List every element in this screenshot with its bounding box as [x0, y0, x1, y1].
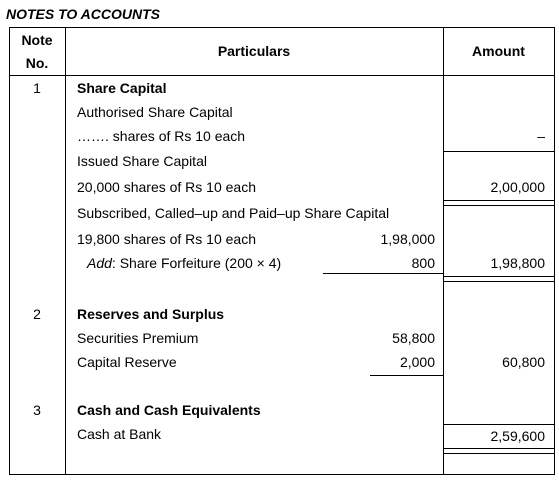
column-divider-note [65, 27, 66, 475]
note-number: 1 [33, 80, 41, 96]
amount-rule [443, 453, 554, 454]
header-note: Note [21, 32, 53, 48]
amount-rule [443, 448, 554, 449]
amount-value: 60,800 [502, 354, 545, 370]
header-particulars: Particulars [217, 43, 291, 59]
note-heading: Reserves and Surplus [77, 306, 225, 322]
table-right-border [554, 27, 555, 475]
note-number: 2 [33, 306, 41, 322]
forfeiture-label: : Share Forfeiture (200 × 4) [111, 255, 282, 271]
add-label: Add [87, 255, 112, 271]
amount-rule [443, 200, 554, 201]
line-label: ……. shares of Rs 10 each [77, 128, 246, 144]
header-no: No. [25, 55, 49, 71]
amount-value: 1,98,800 [490, 255, 545, 271]
inner-value: 800 [411, 255, 435, 271]
amount-rule [443, 276, 554, 277]
amount-rule [443, 424, 554, 425]
inner-rule [370, 375, 443, 376]
line-label: 20,000 shares of Rs 10 each [77, 179, 257, 195]
note-heading: Cash and Cash Equivalents [77, 402, 261, 418]
amount-rule [443, 281, 554, 282]
amount-value: – [537, 128, 545, 144]
line-label: Issued Share Capital [77, 153, 207, 169]
table-bottom-border [9, 474, 554, 475]
line-label: Subscribed, Called–up and Paid–up Share Capital [77, 205, 390, 221]
line-label: Cash at Bank [77, 426, 162, 442]
line-label: Capital Reserve [77, 354, 177, 370]
amount-value: 2,00,000 [490, 179, 545, 195]
inner-value: 2,000 [399, 354, 435, 370]
line-label: 19,800 shares of Rs 10 each [77, 231, 257, 247]
inner-rule [323, 273, 443, 274]
table-top-border [9, 27, 554, 28]
line-label: Securities Premium [77, 330, 199, 346]
amount-rule [443, 205, 554, 206]
amount-rule [443, 151, 554, 152]
column-divider-amount [443, 27, 444, 475]
inner-value: 58,800 [392, 330, 435, 346]
forfeiture-line [87, 255, 281, 271]
inner-value: 1,98,000 [380, 231, 435, 247]
amount-value: 2,59,600 [490, 428, 545, 444]
note-number: 3 [33, 402, 41, 418]
header-bottom-border [9, 75, 554, 76]
header-amount: Amount [472, 43, 525, 59]
note-heading: Share Capital [77, 80, 167, 96]
line-label: Authorised Share Capital [77, 104, 233, 120]
page-title: NOTES TO ACCOUNTS [6, 6, 161, 22]
